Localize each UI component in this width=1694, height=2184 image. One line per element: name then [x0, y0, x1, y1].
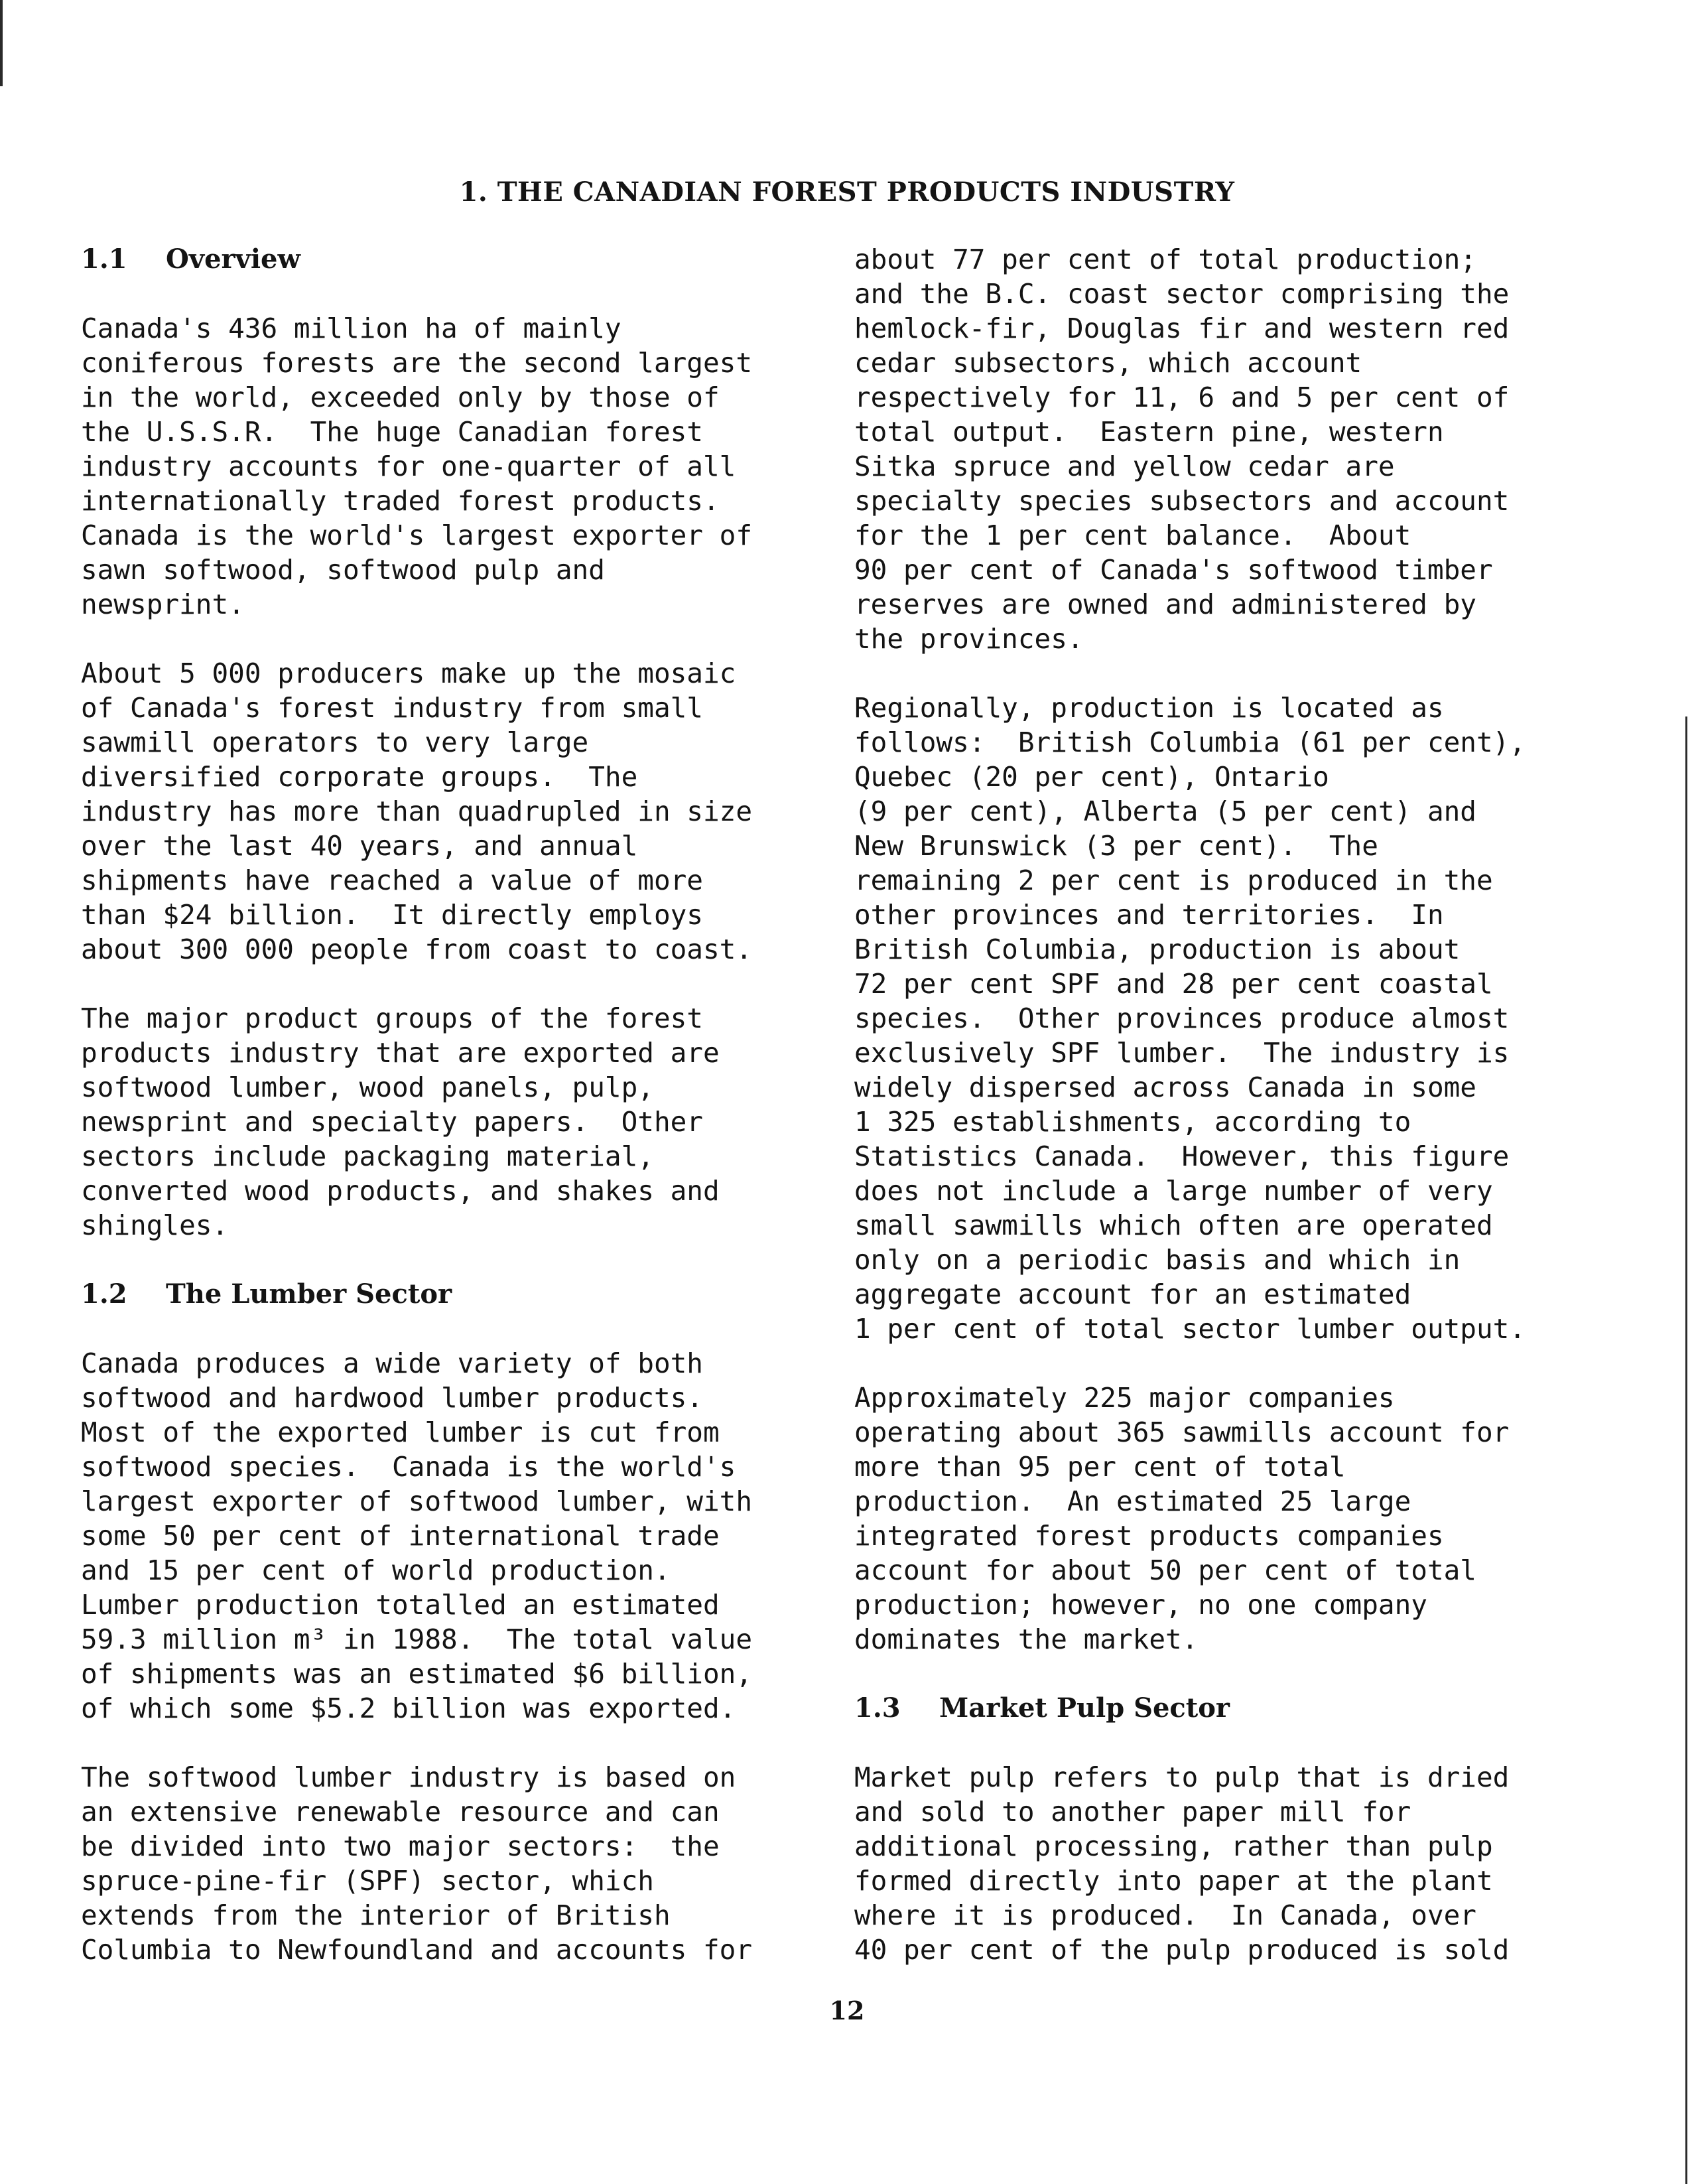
paragraph: Regionally, production is located as follows: British Columbia (61 per cent), Quebec (20 per cent), Ontario (9 per cent), Alberta (5 per cent) and New Brunswick (3 per cent). The remaining 2 per cent is produced in the other provinces and territories. In British Columbia, production is about 72 per cent SPF and 28 per cent coastal species. Other provinces produce almost exclusively SPF lumber. The industry is widely dispersed across Canada in some 1 325 establishments, according to Statistics Canada. However, this figure does not include a large number of very small sawmills which often are operated only on a periodic basis and which in aggregate account for an estimated 1 per cent of total sector lumber output.: [854, 692, 1526, 1345]
section-number: 1.2: [81, 1278, 127, 1310]
left-column: [81, 242, 817, 2002]
section-number: 1.1: [81, 243, 127, 275]
paragraph: About 5 000 producers make up the mosaic of Canada's forest industry from small sawmill operators to very large diversified corporate groups. The industry has more than quadrupled in size over the last 40 years, and annual shipments have reached a value of more than $24 billion. It directly employs about 300 000 people from coast to coast.: [81, 657, 753, 965]
paragraph: The major product groups of the forest products industry that are exported are softwood lumber, wood panels, pulp, newsprint and specialty papers. Other sectors include packaging material, converted wood products, and shakes and shingles.: [81, 1002, 720, 1241]
scan-edge-left: [0, 0, 3, 86]
section-title: The Lumber Sector: [166, 1278, 452, 1310]
paragraph: Canada produces a wide variety of both softwood and hardwood lumber products. Most of the exported lumber is cut from softwood species. Canada is the world's largest exporter of softwood lumber, with some 50 per cent of international trade and 15 per cent of world production. Lumber production totalled an estimated 59.3 million m³ in 1988. The total value of shipments was an estimated $6 billion, of which some $5.2 billion was exported.: [81, 1347, 753, 1724]
paragraph: about 77 per cent of total production; and the B.C. coast sector comprising the hemlock-fir, Douglas fir and western red cedar subsectors, which account respectively for 11, 6 and 5 per cent of total output. Eastern pine, western Sitka spruce and yellow cedar are specialty species subsectors and account for the 1 per cent balance. About 90 per cent of Canada's softwood timber reserves are owned and administered by the provinces.: [854, 243, 1510, 655]
page-title: 1. THE CANADIAN FOREST PRODUCTS INDUSTRY: [459, 176, 1235, 208]
section-heading-overview: [81, 242, 817, 277]
section-heading-market-pulp: [854, 1691, 1591, 1726]
paragraph: Canada's 436 million ha of mainly coniferous forests are the second largest in the world, exceeded only by those of the U.S.S.R. The huge Canadian forest industry accounts for one-quarter of all internationally traded forest products. Canada is the world's largest exporter of sawn softwood, softwood pulp and newsprint.: [81, 312, 753, 620]
right-column: [854, 242, 1591, 2002]
section-title: Market Pulp Sector: [939, 1692, 1230, 1724]
paragraph: Market pulp refers to pulp that is dried and sold to another paper mill for additional processing, rather than pulp formed directly into paper at the plant where it is produced. In Canada, over 40 per cent of the pulp produced is sold: [854, 1761, 1510, 1966]
paragraph: Approximately 225 major companies operating about 365 sawmills account for more than 95 per cent of total production. An estimated 25 large integrated forest products companies account for about 50 per cent of total production; however, no one company dominates the market.: [854, 1382, 1510, 1655]
scan-edge-right: [1685, 717, 1687, 2184]
section-title: Overview: [166, 243, 300, 275]
paragraph: The softwood lumber industry is based on an extensive renewable resource and can be divided into two major sectors: the spruce-pine-fir (SPF) sector, which extends from the interior of British Columbia to Newfoundland and accounts for: [81, 1761, 753, 1966]
page-number: 12: [829, 1996, 865, 2025]
section-number: 1.3: [854, 1692, 901, 1724]
section-heading-lumber: [81, 1277, 817, 1312]
